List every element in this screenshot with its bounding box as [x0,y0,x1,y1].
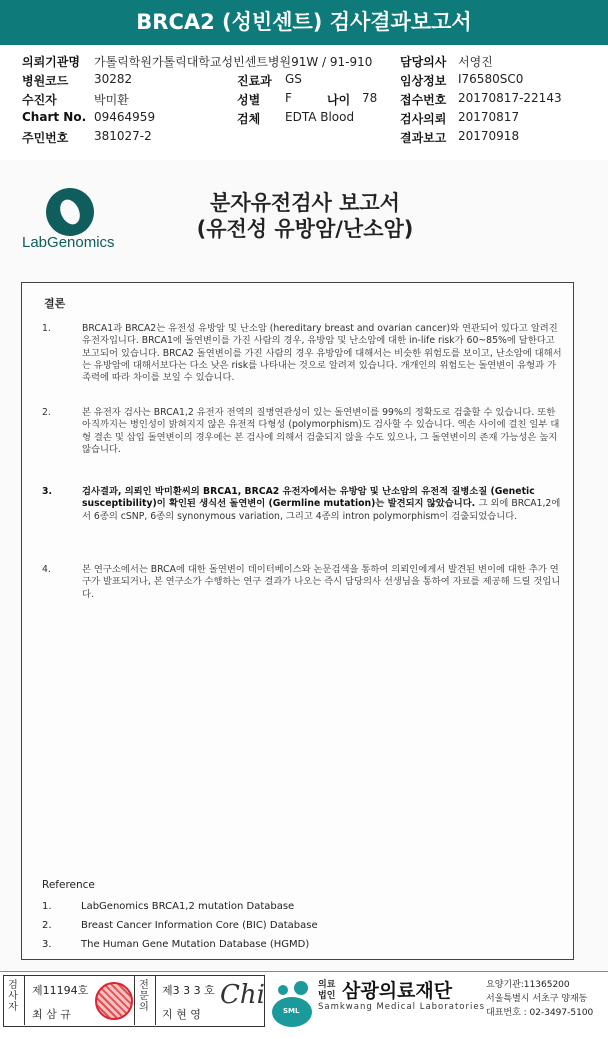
conclusion-label: 결론 [44,297,66,310]
patient-info [0,50,608,150]
reference-text: Breast Cancer Information Core (BIC) Database [81,920,318,931]
institution-value: 가톨릭학원가톨릭대학교성빈센트병원91W / 91-910 [94,55,373,69]
divider [155,975,156,1025]
corp-name: 삼광의료재단 [342,980,453,1002]
item-number: 3. [42,486,53,497]
item-text-bold: 검사결과, 의뢰인 박미환씨의 BRCA1, BRCA2 유전자에서는 유방암 및 난소암의 유전적 질병소질 (Genetic susceptibility)이 확인된 생식선 돌연변이 (Germline mutation)는 발견되지 않았습니다. [82,486,535,510]
doctor-value: 서영진 [458,55,493,69]
dept-value: GS [285,72,302,86]
chart-label: Chart No. [22,110,87,124]
item-text: 본 연구소에서는 BRCA에 대한 돌연변이 데이터베이스와 논문검색을 통하여 의뢰인에게서 발견된 변이에 대한 추가 연구가 발표되거나, 본 연구소가 수행하는 연구 결과가 나오는 즉시 담당의사 선생님을 통하여 자료를 제공해 드릴 것입니다. [82,564,561,600]
report-label: 결과보고 [400,131,447,145]
resident-label: 주민번호 [22,131,69,145]
hospital-code-label: 병원코드 [22,74,69,88]
corp-address: 서울특별시 서초구 양재동 [486,994,588,1004]
resident-value: 381027-2 [94,129,152,143]
reference-number: 3. [42,939,52,950]
inspector-number: 제11194호 [32,984,89,997]
corp-english-name: Samkwang Medical Laboratories [318,1002,486,1012]
corp-info [486,978,593,1020]
hospital-code-value: 30282 [94,72,133,86]
clinical-value: I76580SC0 [458,72,524,86]
inspector-label: 검사자 [8,980,18,1013]
labgenomics-logo [22,188,132,254]
reference-number: 1. [42,901,52,912]
age-value: 78 [362,91,378,105]
corp-type: 의료법인 [318,980,336,1001]
request-label: 검사의뢰 [400,112,447,126]
labgenomics-logo-text: LabGenomics [22,234,115,251]
samkwang-logo-icon [272,979,316,1029]
inspector-seal-stamp [95,982,133,1020]
reference-label: Reference [42,879,95,891]
chart-value: 09464959 [94,110,156,124]
result-box [21,282,574,960]
reference-text: The Human Gene Mutation Database (HGMD) [81,939,310,950]
request-value: 20170817 [458,110,520,124]
specialist-number: 제3 3 3 호 [162,984,215,997]
item-text-normal: 그 외에 BRCA1,2에서 6종의 cSNP, 6종의 synonymous variation, 그리고 4종의 intron polymorphism이 검출되었습니다. [82,498,561,522]
item-number: 2. [42,407,51,418]
document-title-line2: (유전성 유방암/난소암) [196,217,414,241]
sml-text: SML [283,1007,300,1015]
age-label: 나이 [327,93,351,107]
corp-phone: 대표번호 : 02-3497-5100 [486,1008,594,1018]
item-text [82,486,564,523]
sex-value: F [285,91,292,105]
item-number: 1. [42,323,51,334]
labgenomics-logo-icon [46,188,94,236]
collector-value: 박미환 [94,93,129,107]
doctor-label: 담당의사 [400,55,447,69]
dept-label: 진료과 [237,74,272,88]
document-title-line1: 분자유전검사 보고서 [210,191,400,215]
specimen-label: 검체 [237,112,261,126]
signature-footer [0,971,608,1039]
sex-label: 성별 [237,93,261,107]
receipt-value: 20170817-22143 [458,91,562,105]
item-number: 4. [42,564,51,575]
specialist-signature: Chi [220,980,265,1010]
institution-label: 의뢰기관명 [22,55,80,69]
reference-number: 2. [42,920,52,931]
report-title: BRCA2 (성빈센트) 검사결과보고서 [0,0,608,45]
specimen-value: EDTA Blood [285,110,355,124]
divider [134,975,135,1025]
inspector-name: 최 삼 규 [32,1008,71,1021]
clinical-label: 임상정보 [400,74,447,88]
report-value: 20170918 [458,129,520,143]
specialist-name: 지 현 영 [162,1008,201,1021]
corp-code: 요양기관:11365200 [486,980,570,990]
collector-label: 수진자 [22,93,57,107]
receipt-label: 접수번호 [400,93,447,107]
reference-text: LabGenomics BRCA1,2 mutation Database [81,901,295,912]
item-text: BRCA1과 BRCA2는 유전성 유방암 및 난소암 (hereditary breast and ovarian cancer)와 연관되어 있다고 알려진 유전자입니다. BRCA1에 돌연변이를 가진 사람의 경우, 유방암 및 난소암에 대한 in-life risk가 60~85%에 달한다고 보고되어 있습니다. BRCA2 돌연변이를 가진 사람의 경우 유방암에 대해서는 비슷한 위험도를 보이고, 난소암에 대해서는 유방암에 대해서보다는 다소 낮은 risk를 나타내는 것으로 알려져 있습니다. 개개인의 위험도는 돌연변이 유형과 가족력에 따라 차이를 보일 수 있습니다. [82,323,562,384]
specialist-label: 전문의 [139,980,149,1013]
divider [24,975,25,1025]
item-text: 본 유전자 검사는 BRCA1,2 유전자 전역의 질병연관성이 있는 돌연변이를 99%의 정확도로 검출할 수 있습니다. 또한 아직까지는 병인성이 밝혀지지 않은 유전적 다형성 (polymorphism)도 검사할 수 있습니다. 엑손 사이에 걸친 일부 대형 결손 및 삽입 돌연변이의 경우에는 본 검사에 의해서 검출되지 않을 수도 있으나, 그 돌연변이의 존재 가능성은 높지 않습니다. [82,407,560,455]
document-title [140,190,470,242]
